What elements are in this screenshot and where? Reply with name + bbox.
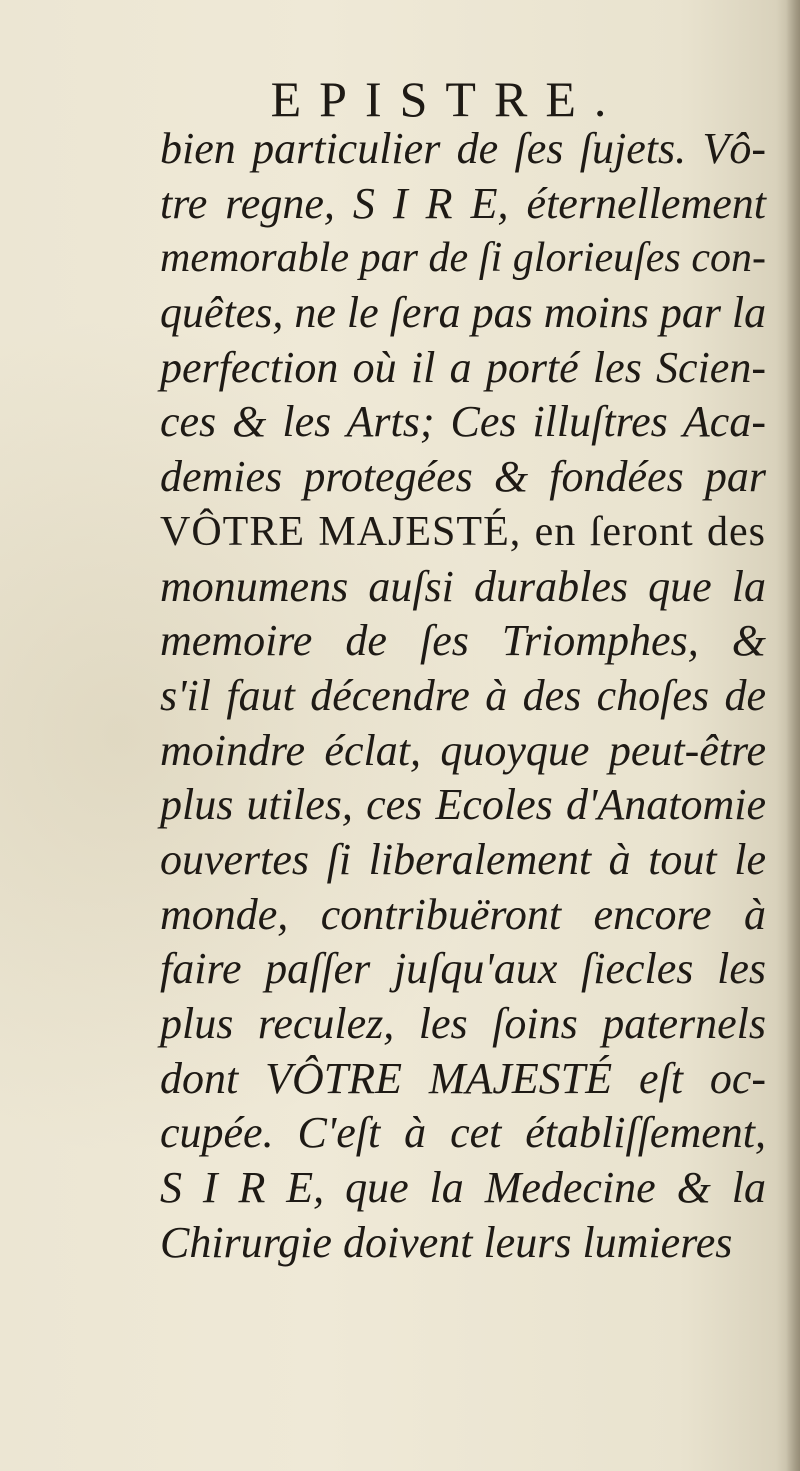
running-header: EPISTRE.: [270, 71, 625, 127]
text-line: monumens auſsi durables que la: [160, 561, 766, 611]
text-line: ces & les Arts; Ces illuſtres Aca-: [160, 397, 766, 447]
text-line: ouvertes ſi liberalement à tout le: [160, 834, 766, 884]
text-line: monde, contribuëront encore à: [160, 889, 766, 939]
text-line: moindre éclat, quoyque peut-être: [160, 725, 766, 775]
text-line: memorable par de ſi glorieuſes con-: [160, 235, 766, 282]
body-text: [160, 122, 766, 1270]
text-line: demies protegées & fondées par: [160, 452, 766, 502]
text-line: memoire de ſes Triomphes, &: [160, 616, 766, 666]
text-line: cupée. C'eſt à cet établiſſement,: [160, 1108, 766, 1158]
text-line: plus reculez, les ſoins paternels: [160, 999, 766, 1048]
page-gutter-shadow: [786, 0, 800, 1471]
text-line: quêtes, ne le ſera pas moins par la: [160, 288, 767, 338]
text-line: dont VÔTRE MAJESTÉ eſt oc-: [160, 1053, 766, 1103]
text-line: perfection où il a porté les Scien-: [160, 342, 766, 392]
text-line: plus utiles, ces Ecoles d'Anatomie: [160, 780, 766, 830]
text-line: S I R E, que la Medecine & la: [160, 1163, 766, 1213]
text-line: faire paſſer juſqu'aux ſiecles les: [160, 944, 766, 994]
text-line: Chirurgie doivent leurs lumieres: [160, 1217, 733, 1267]
text-line: bien particulier de ſes ſujets. Vô-: [160, 124, 766, 173]
text-line: tre regne, S I R E, éternellement: [160, 178, 766, 228]
text-line: s'il faut décendre à des choſes de: [160, 670, 766, 720]
text-line: VÔTRE MAJESTÉ, en ſeront des: [160, 508, 766, 555]
